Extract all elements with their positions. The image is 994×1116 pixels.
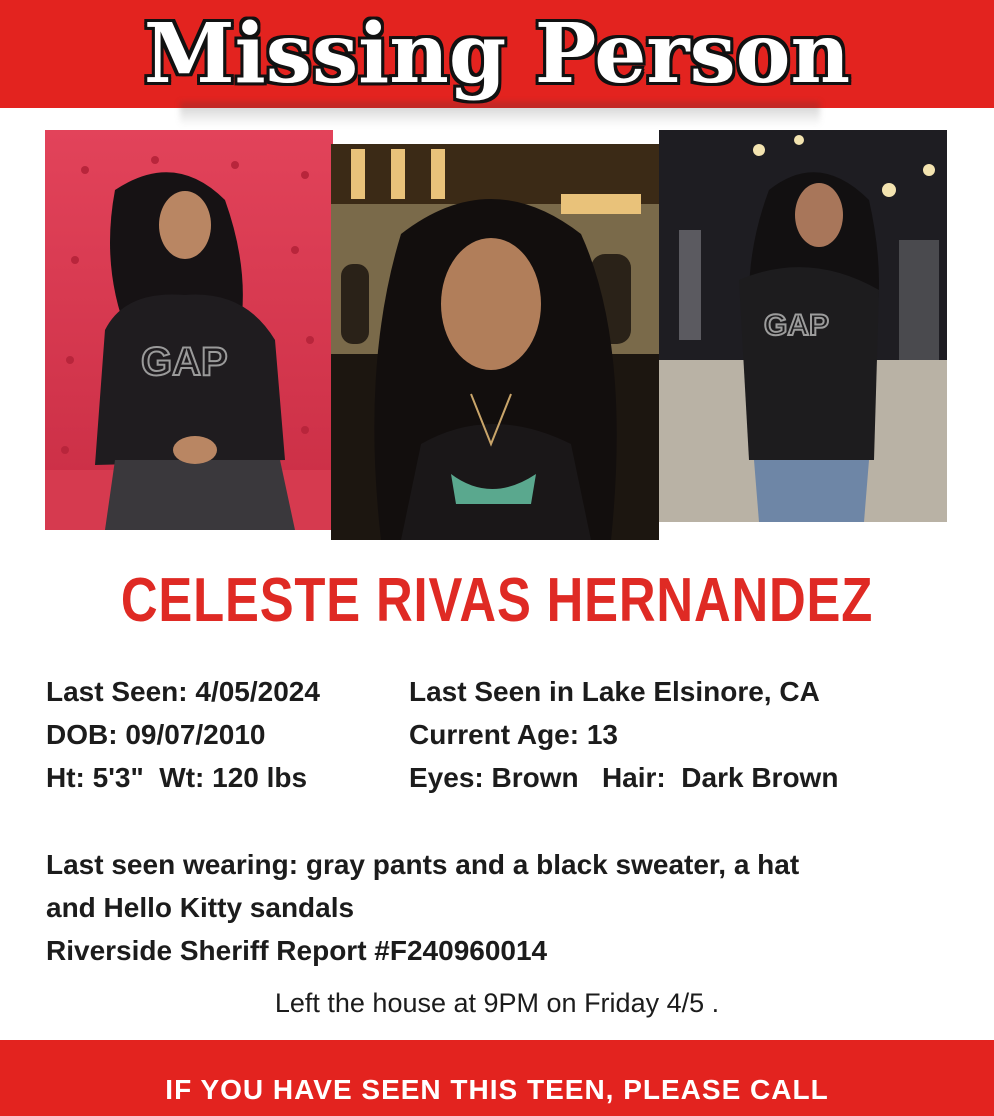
- poster-title: Missing Person: [143, 6, 851, 102]
- last-seen-date: Last Seen: 4/05/2024: [46, 676, 320, 707]
- date-of-birth: DOB: 09/07/2010: [46, 719, 266, 750]
- svg-text:GAP: GAP: [141, 340, 228, 384]
- photo-red-couch: [45, 130, 333, 530]
- person-name: CELESTE RIVAS HERNANDEZ: [120, 566, 874, 635]
- title-shadow: [180, 102, 820, 126]
- sheriff-report-number: Riverside Sheriff Report #F240960014: [46, 935, 548, 966]
- clothing-description-line1: Last seen wearing: gray pants and a black sweater, a hat: [46, 849, 800, 880]
- svg-text:GAP: GAP: [764, 309, 830, 342]
- height-weight: Ht: 5'3" Wt: 120 lbs: [46, 762, 308, 793]
- current-age: Current Age: 13: [409, 719, 619, 750]
- eyes-hair: Eyes: Brown Hair: Dark Brown: [409, 762, 839, 793]
- photo-portrait-night: [331, 144, 659, 540]
- call-to-action: IF YOU HAVE SEEN THIS TEEN, PLEASE CALL: [165, 1074, 829, 1105]
- photo-street-night: [659, 130, 947, 522]
- left-house-note: Left the house at 9PM on Friday 4/5 .: [274, 988, 720, 1018]
- last-seen-location: Last Seen in Lake Elsinore, CA: [409, 676, 820, 707]
- clothing-description-line2: and Hello Kitty sandals: [46, 892, 355, 923]
